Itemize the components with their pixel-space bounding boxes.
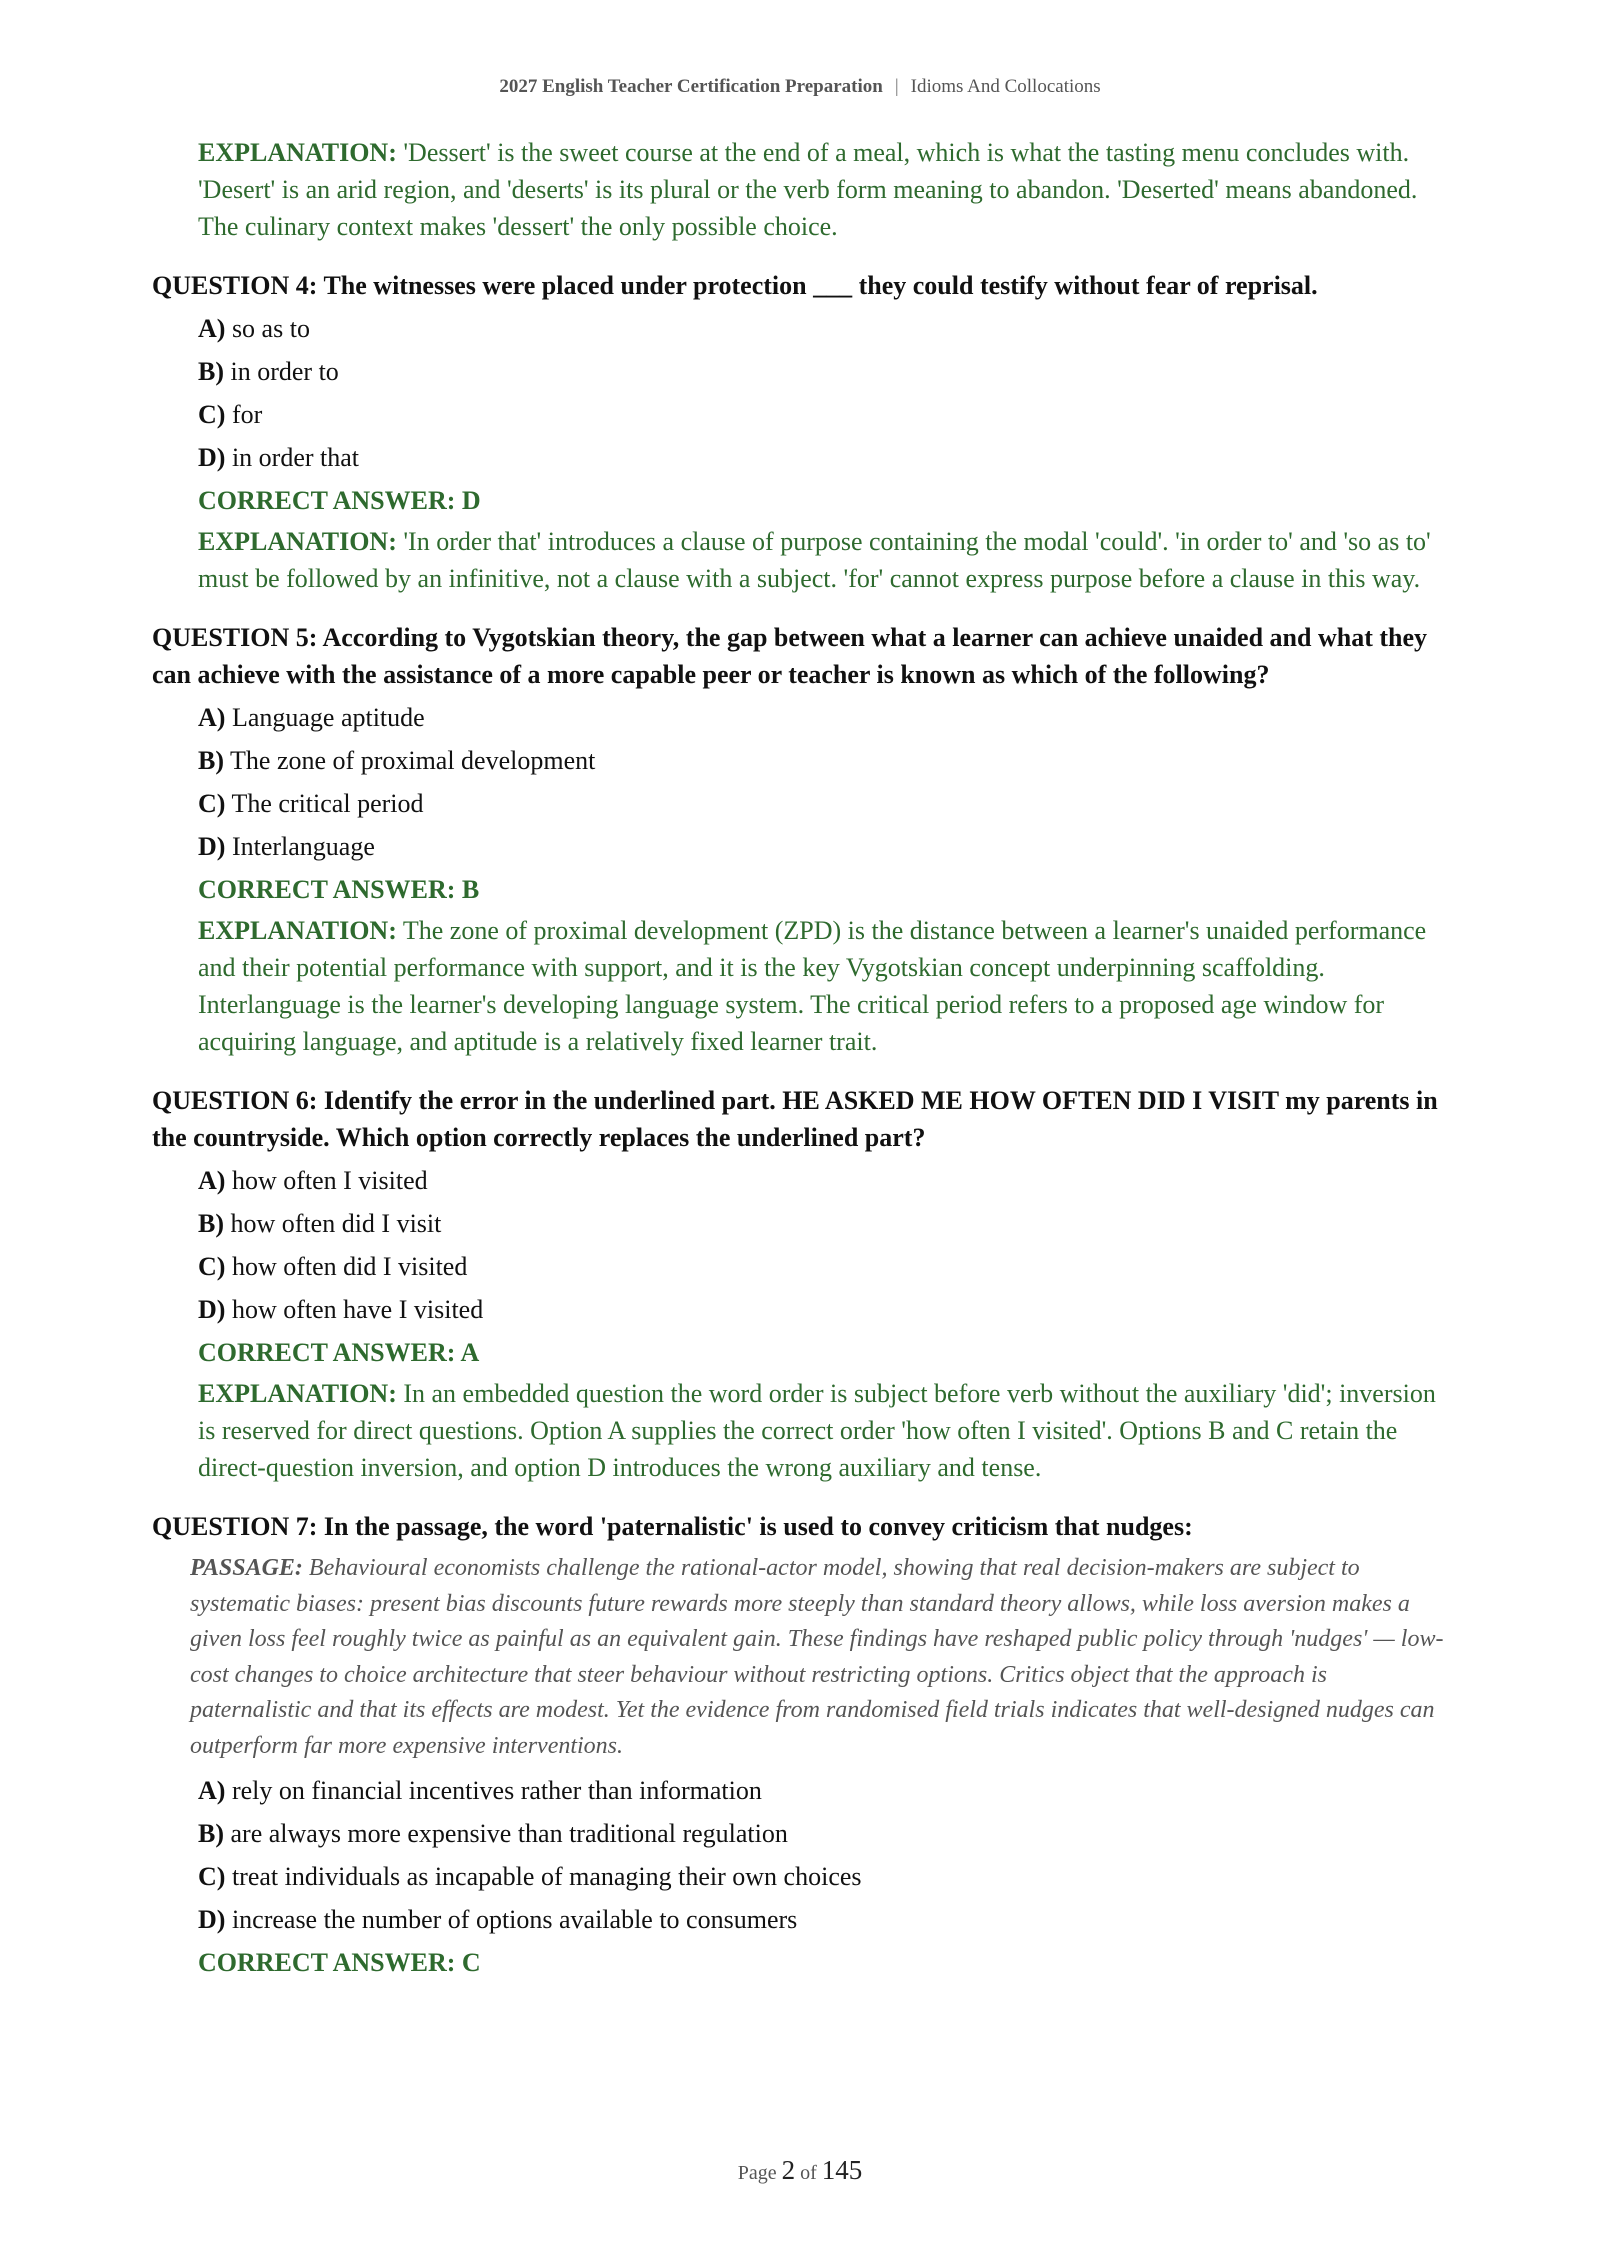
explanation-text: 'Dessert' is the sweet course at the end of a meal, which is what the tasting menu concludes with. 'Desert' is an arid region, and 'deserts' is its plural or the verb form meaning to abandon. 'Deserted' means abandoned. The culinary context makes 'dessert' the only possible choice. (198, 138, 1418, 241)
option-c (198, 785, 1452, 822)
correct-answer: CORRECT ANSWER: B (198, 875, 480, 904)
page-word: Page (737, 2162, 777, 2184)
option-text: treat individuals as incapable of managing their own choices (225, 1862, 862, 1891)
option-a (198, 1162, 1452, 1199)
option-letter: D) (198, 1295, 226, 1324)
option-c (198, 1858, 1452, 1895)
page-content (152, 134, 1452, 1985)
passage-text: Behavioural economists challenge the rational-actor model, showing that real decision-makers are subject to systematic biases: present bias discounts future rewards more steeply than standard theory allows, while loss aversion makes a given loss feel roughly twice as painful as an equivalent gain. These findings have reshaped public policy through 'nudges' — low-cost changes to choice architecture that steer behaviour without restricting options. Critics object that the approach is paternalistic and that its effects are modest. Yet the evidence from randomised field trials indicates that well-designed nudges can outperform far more expensive interventions. (190, 1555, 1444, 1759)
correct-answer: CORRECT ANSWER: A (198, 1338, 480, 1367)
option-text: The critical period (225, 789, 424, 818)
passage-label: PASSAGE: (190, 1555, 303, 1581)
option-text: Language aptitude (225, 703, 425, 732)
option-text: in order to (224, 357, 339, 386)
option-c (198, 1248, 1452, 1285)
option-text: for (225, 400, 263, 429)
option-letter: B) (198, 746, 224, 775)
option-text: how often have I visited (225, 1295, 484, 1324)
header-title: 2027 English Teacher Certification Preparation (499, 76, 883, 97)
option-text: how often I visited (225, 1166, 428, 1195)
option-c (198, 396, 1452, 433)
question-title: QUESTION 4: The witnesses were placed under protection ___ they could testify without fear of reprisal. (152, 271, 1318, 300)
option-a (198, 699, 1452, 736)
option-text: so as to (225, 314, 310, 343)
header-separator: | (894, 76, 899, 97)
question-5 (152, 619, 1452, 1060)
option-letter: A) (198, 314, 226, 343)
option-letter: D) (198, 832, 226, 861)
total-pages: 145 (821, 2155, 863, 2185)
option-text: increase the number of options available to consumers (225, 1905, 798, 1934)
option-a (198, 310, 1452, 347)
option-letter: C) (198, 1862, 226, 1891)
option-letter: B) (198, 1209, 224, 1238)
page-number: 2 (781, 2155, 796, 2185)
page-footer (0, 2155, 1600, 2186)
option-letter: A) (198, 1166, 226, 1195)
question-title: QUESTION 5: According to Vygotskian theory, the gap between what a learner can achieve unaided and what they can achieve with the assistance of a more capable peer or teacher is known as which of the following? (152, 623, 1428, 689)
option-b (198, 353, 1452, 390)
correct-answer: CORRECT ANSWER: C (198, 1948, 481, 1977)
explanation-text: The zone of proximal development (ZPD) is the distance between a learner's unaided performance and their potential performance with support, and it is the key Vygotskian concept underpinning scaffolding. Interlanguage is the learner's developing language system. The critical period refers to a proposed age window for acquiring language, and aptitude is a relatively fixed learner trait. (198, 916, 1427, 1056)
of-word: of (800, 2162, 817, 2184)
option-b (198, 742, 1452, 779)
option-b (198, 1815, 1452, 1852)
option-text: are always more expensive than traditional regulation (224, 1819, 788, 1848)
option-a (198, 1772, 1452, 1809)
explanation (198, 523, 1452, 597)
explanation-text: 'In order that' introduces a clause of purpose containing the modal 'could'. 'in order to' and 'so as to' must be followed by an infinitive, not a clause with a subject. 'for' cannot express purpose before a clause in this way. (198, 527, 1431, 593)
option-text: how often did I visited (225, 1252, 468, 1281)
option-letter: A) (198, 1776, 226, 1805)
option-letter: D) (198, 1905, 226, 1934)
explanation-text: In an embedded question the word order is subject before verb without the auxiliary 'did'; inversion is reserved for direct questions. Option A supplies the correct order 'how often I visited'. Options B and C retain the direct-question inversion, and option D introduces the wrong auxiliary and tense. (198, 1379, 1436, 1482)
correct-answer: CORRECT ANSWER: D (198, 486, 481, 515)
question-4 (152, 267, 1452, 597)
intro-explanation (198, 134, 1452, 245)
reading-passage (190, 1551, 1452, 1764)
option-letter: B) (198, 357, 224, 386)
option-letter: B) (198, 1819, 224, 1848)
option-text: in order that (225, 443, 360, 472)
explanation-label: EXPLANATION: (198, 138, 397, 167)
option-d (198, 828, 1452, 865)
option-text: Interlanguage (225, 832, 375, 861)
header-section: Idioms And Collocations (910, 76, 1101, 97)
question-6 (152, 1082, 1452, 1486)
option-text: how often did I visit (224, 1209, 442, 1238)
option-letter: D) (198, 443, 226, 472)
option-d (198, 1901, 1452, 1938)
option-d (198, 1291, 1452, 1328)
option-letter: C) (198, 1252, 226, 1281)
explanation-label: EXPLANATION: (198, 1379, 397, 1408)
option-d (198, 439, 1452, 476)
question-7 (152, 1508, 1452, 1981)
option-letter: C) (198, 400, 226, 429)
question-title: QUESTION 6: Identify the error in the underlined part. HE ASKED ME HOW OFTEN DID I VISIT my parents in the countryside. Which option correctly replaces the underlined part? (152, 1086, 1438, 1152)
option-b (198, 1205, 1452, 1242)
option-text: The zone of proximal development (224, 746, 596, 775)
running-header (0, 76, 1600, 98)
option-text: rely on financial incentives rather than information (225, 1776, 762, 1805)
question-title: QUESTION 7: In the passage, the word 'paternalistic' is used to convey criticism that nudges: (152, 1512, 1193, 1541)
explanation-label: EXPLANATION: (198, 916, 397, 945)
explanation (198, 912, 1452, 1060)
option-letter: A) (198, 703, 226, 732)
explanation-label: EXPLANATION: (198, 527, 397, 556)
option-letter: C) (198, 789, 226, 818)
explanation (198, 1375, 1452, 1486)
